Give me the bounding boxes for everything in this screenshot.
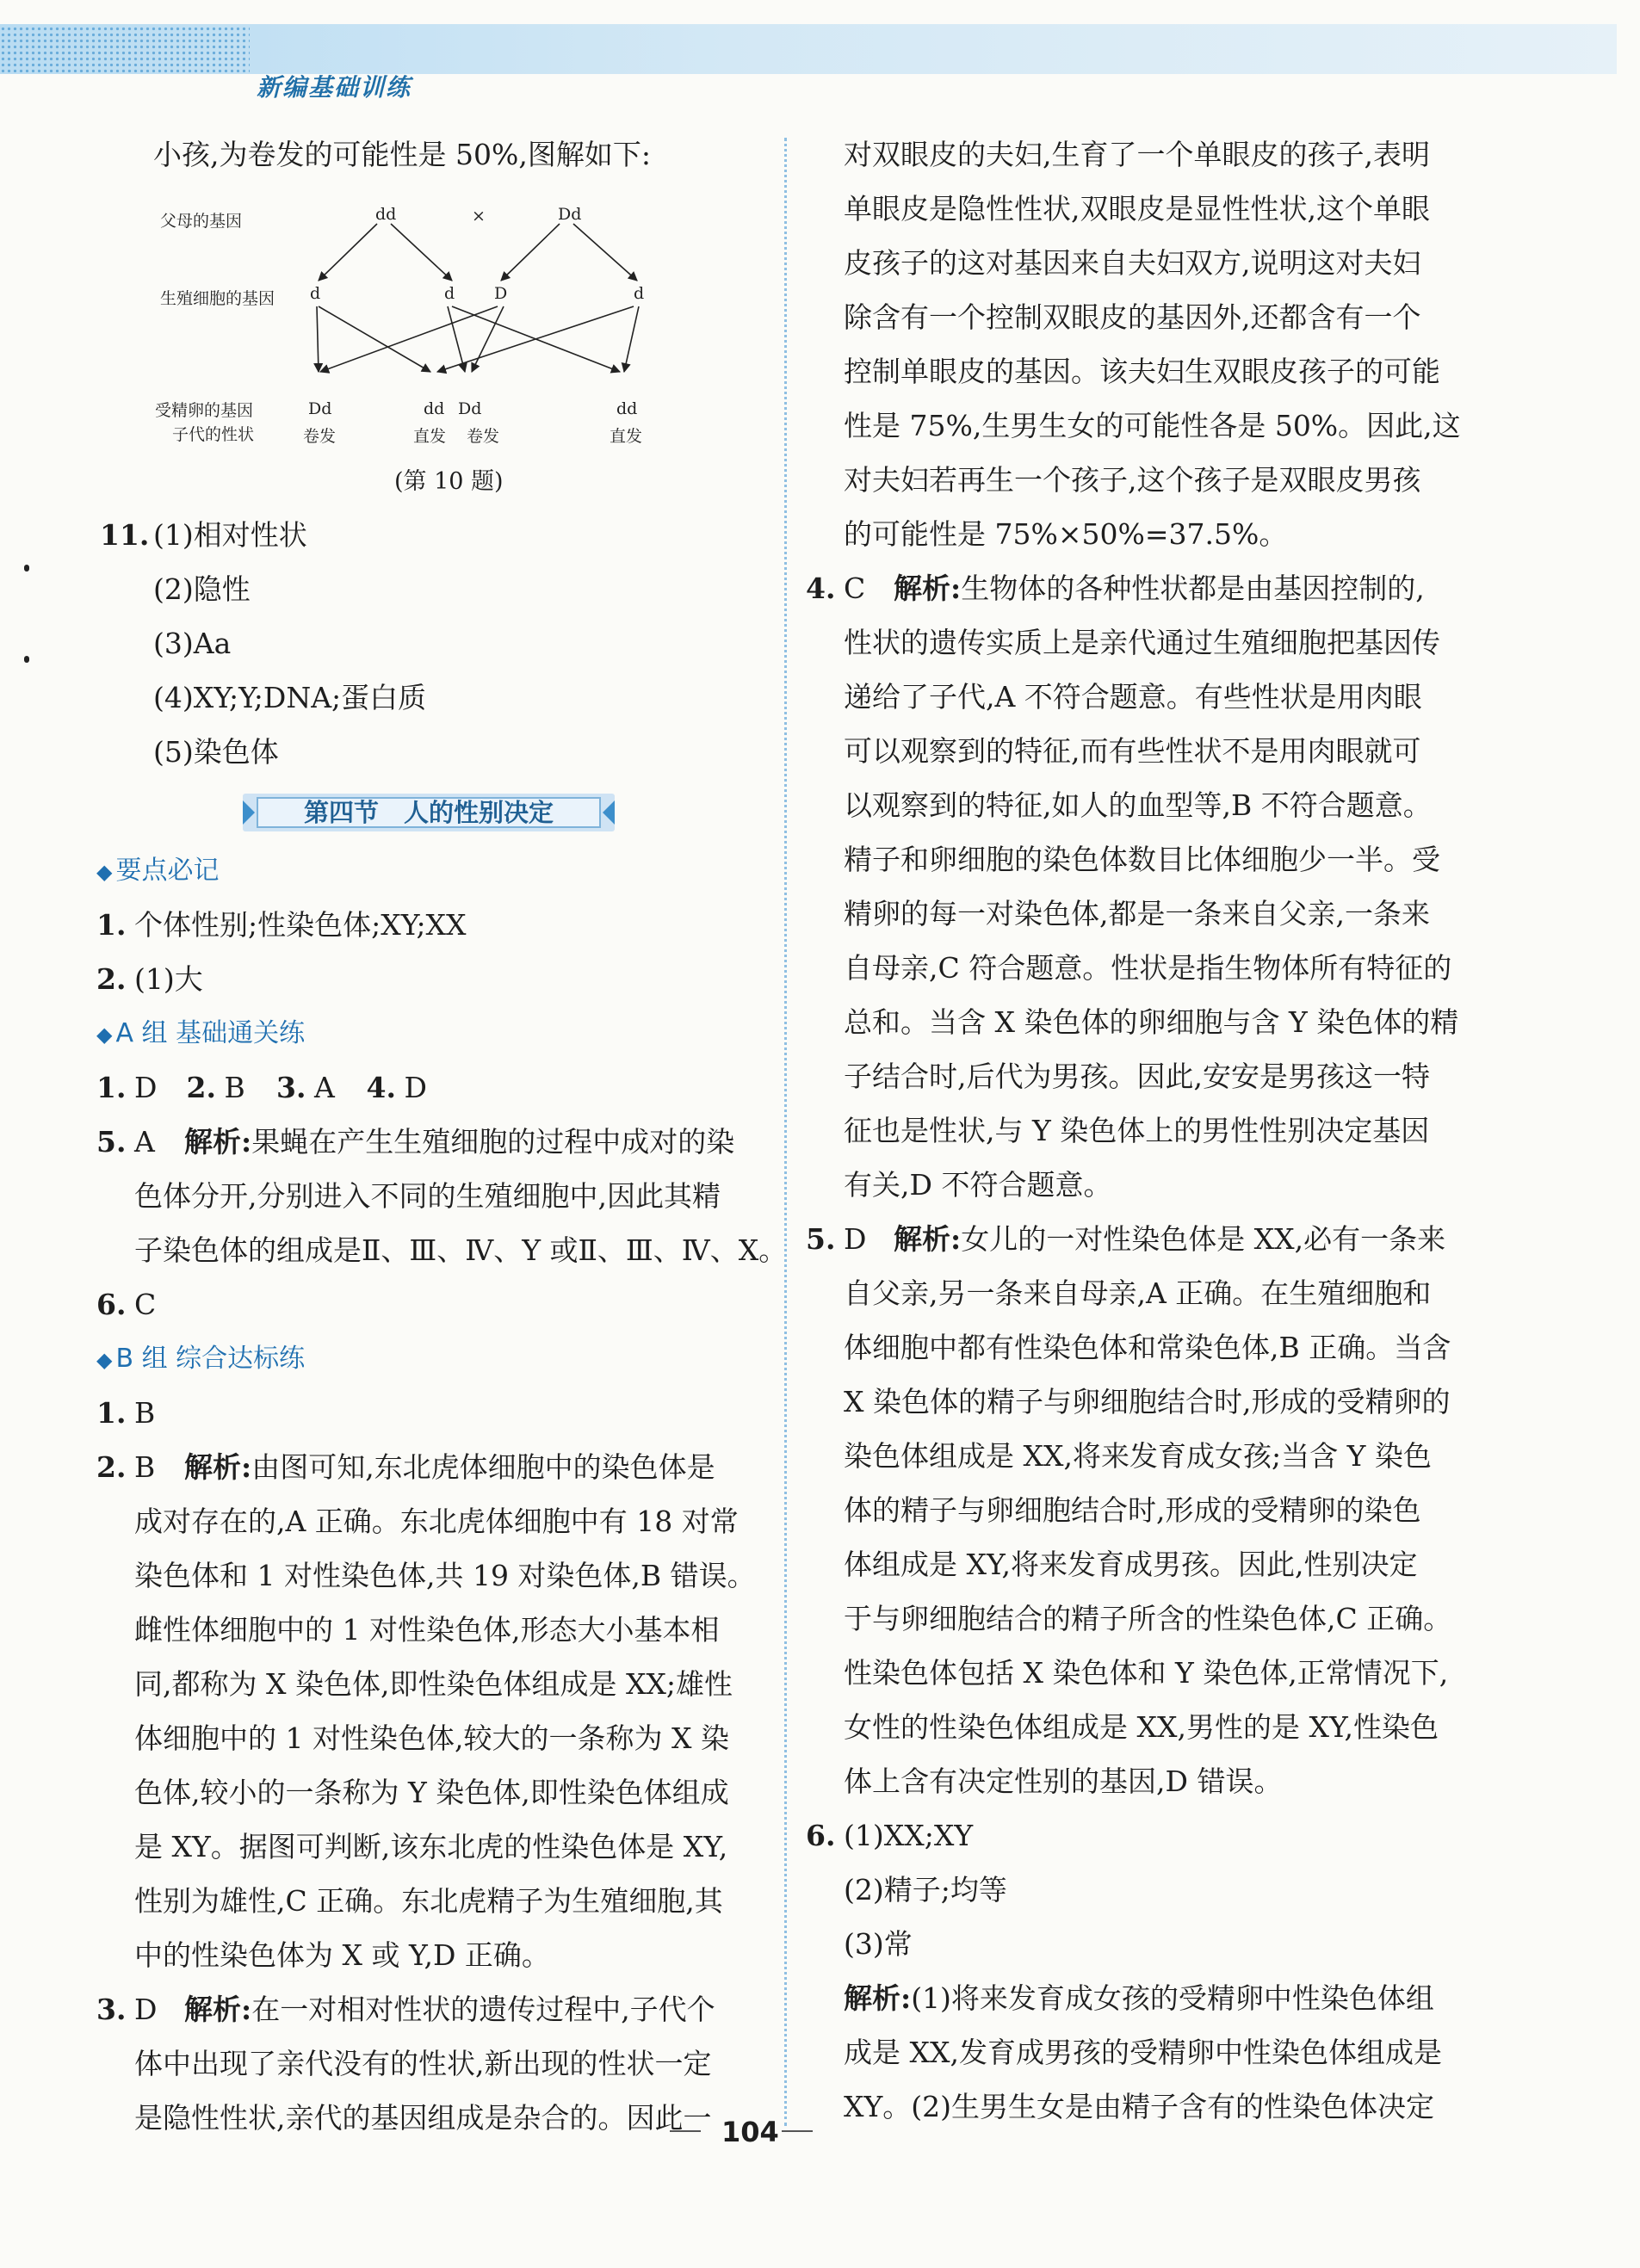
section-title: 第四节 人的性别决定 — [257, 797, 601, 828]
answer-text: 体细胞中都有性染色体和常染色体,B 正确。当含 — [844, 1331, 1451, 1364]
answer-text: 在一对相对性状的遗传过程中,子代个 — [251, 1993, 715, 2026]
answer-text: 体细胞中的 1 对性染色体,较大的一条称为 X 染 — [134, 1721, 729, 1755]
analysis-label: 解析: — [844, 1981, 912, 2015]
arrow — [501, 224, 560, 281]
arrow — [624, 306, 639, 372]
heading-group-b: ◆ B 组 综合达标练 — [96, 1344, 306, 1374]
figure-caption: (第 10 题) — [394, 468, 504, 495]
answer-text: C — [134, 1288, 157, 1321]
left-body — [96, 844, 787, 2145]
analysis-label: 解析: — [184, 1993, 252, 2026]
answer-text: 子染色体的组成是Ⅱ、Ⅲ、Ⅳ、Y 或Ⅱ、Ⅲ、Ⅳ、X。 — [134, 1233, 788, 1267]
margin-mark — [24, 565, 29, 572]
question-number: 1. — [96, 1071, 127, 1104]
answer-text: 对双眼皮的夫妇,生育了一个单眼皮的孩子,表明 — [844, 138, 1430, 171]
answer-text: X 染色体的精子与卵细胞结合时,形成的受精卵的 — [844, 1385, 1451, 1418]
diamond-icon: ◆ — [96, 860, 113, 884]
answer-text: B — [134, 1396, 156, 1430]
answer-text: 精子和卵细胞的染色体数目比体细胞少一半。受 — [844, 843, 1440, 876]
answer-text: 除含有一个控制双眼皮的基因外,还都含有一个 — [844, 300, 1421, 334]
header-title: 新编基础训练 — [257, 73, 412, 102]
gamete: D — [494, 284, 508, 303]
answer-text: (3)Aa — [153, 627, 232, 660]
answer-text: 色体,较小的一条称为 Y 染色体,即性染色体组成 — [134, 1776, 729, 1809]
offspring-trait: 直发 — [413, 427, 447, 446]
group-a-row-1 — [96, 1060, 787, 1115]
answer-text: D — [844, 1222, 867, 1256]
question-number: 2. — [96, 1450, 127, 1484]
answer-text: 中的性染色体为 X 或 Y,D 正确。 — [134, 1938, 550, 1972]
answer-text: 体组成是 XY,将来发育成男孩。因此,性别决定 — [844, 1548, 1418, 1581]
arrow — [437, 306, 634, 372]
answer-text: 性染色体包括 X 染色体和 Y 染色体,正常情况下, — [844, 1656, 1449, 1690]
gamete: d — [310, 284, 321, 303]
answer-text: (1)大 — [134, 962, 203, 996]
answer-text: 自父亲,另一条来自母亲,A 正确。在生殖细胞和 — [844, 1276, 1432, 1310]
answer-text: 皮孩子的这对基因来自夫妇双方,说明这对夫妇 — [844, 246, 1421, 280]
arrow — [319, 224, 377, 281]
question-number: 4. — [366, 1071, 396, 1104]
section-title-box — [243, 794, 615, 831]
answer-text: 可以观察到的特征,而有些性状不是用肉眼就可 — [844, 734, 1421, 768]
answer-text: 性状的遗传实质上是亲代通过生殖细胞把基因传 — [844, 626, 1440, 659]
analysis-label: 解析: — [184, 1450, 252, 1484]
answer-text: 的可能性是 75%×50%=37.5%。 — [844, 517, 1288, 551]
row-label-zygote: 受精卵的基因 — [155, 401, 254, 420]
text-line: 小孩,为卷发的可能性是 50%,图解如下: — [153, 138, 651, 171]
answer-text: 性是 75%,生男生女的可能性各是 50%。因此,这 — [844, 409, 1461, 442]
gamete: d — [634, 284, 645, 303]
header-dot-pattern — [0, 26, 250, 72]
answer-text: 染色体和 1 对性染色体,共 19 对染色体,B 错误。 — [134, 1559, 756, 1592]
parent-genotype: Dd — [558, 205, 582, 224]
question-number: 5. — [806, 1222, 836, 1256]
analysis-label: 解析: — [894, 1222, 962, 1256]
answer-text: 于与卵细胞结合的精子所含的性染色体,C 正确。 — [844, 1602, 1452, 1635]
answer-text: 成是 XX,发育成男孩的受精卵中性染色体组成是 — [844, 2036, 1442, 2069]
page-number-dash — [782, 2130, 813, 2132]
page-number-dash — [670, 2130, 701, 2132]
left-intro — [153, 127, 651, 182]
answer-text: D — [134, 1071, 158, 1104]
row-label-gametes: 生殖细胞的基因 — [160, 289, 275, 308]
diamond-icon: ◆ — [96, 1348, 113, 1372]
right-body — [806, 127, 1461, 2134]
analysis-label: 解析: — [184, 1125, 252, 1159]
answer-text: 是隐性性状,亲代的基因组成是杂合的。因此一 — [134, 2101, 712, 2135]
answer-text: (1)将来发育成女孩的受精卵中性染色体组 — [911, 1981, 1434, 2015]
title-right-marker — [603, 800, 615, 825]
gamete: d — [444, 284, 455, 303]
answer-text: 征也是性状,与 Y 染色体上的男性性别决定基因 — [844, 1114, 1430, 1147]
answer-text: 生物体的各种性状都是由基因控制的, — [961, 572, 1425, 605]
answer-text: 以观察到的特征,如人的血型等,B 不符合题意。 — [844, 788, 1432, 822]
answer-text: 女儿的一对性染色体是 XX,必有一条来 — [961, 1222, 1446, 1256]
parent-genotype: dd — [375, 205, 397, 224]
answer-text: 色体分开,分别进入不同的生殖细胞中,因此其精 — [134, 1179, 721, 1213]
arrow — [317, 306, 319, 372]
row-label-trait: 子代的性状 — [172, 425, 255, 444]
question-number: 6. — [96, 1288, 127, 1321]
answer-text: (3)常 — [844, 1927, 913, 1961]
row-label-parents: 父母的基因 — [160, 212, 243, 231]
cross-symbol: × — [472, 207, 486, 226]
zygote-genotype: Dd — [308, 399, 332, 418]
answer-text: (2)精子;均等 — [844, 1873, 1007, 1906]
answer-text: B — [134, 1450, 156, 1484]
answer-text: (2)隐性 — [153, 572, 251, 606]
answer-text: 子结合时,后代为男孩。因此,安安是男孩这一特 — [844, 1060, 1430, 1093]
answer-text: 体的精子与卵细胞结合时,形成的受精卵的染色 — [844, 1493, 1421, 1527]
answer-text: 是 XY。据图可判断,该东北虎的性染色体是 XY, — [134, 1830, 728, 1863]
answer-text: D — [404, 1071, 427, 1104]
answer-text: (4)XY;Y;DNA;蛋白质 — [153, 681, 427, 714]
answer-text: 自母亲,C 符合题意。性状是指生物体所有特征的 — [844, 951, 1452, 985]
zygote-genotype: dd — [616, 399, 638, 418]
question-number: 3. — [276, 1071, 306, 1104]
heading-group-a: ◆ A 组 基础通关练 — [96, 1018, 306, 1048]
answer-text: 染色体组成是 XX,将来发育成女孩;当含 Y 染色 — [844, 1439, 1432, 1473]
offspring-trait: 卷发 — [303, 427, 337, 446]
arrow — [573, 224, 637, 281]
question-number: 1. — [96, 908, 127, 942]
answer-text: (5)染色体 — [153, 735, 279, 769]
answer-text: 有关,D 不符合题意。 — [844, 1168, 1112, 1202]
title-left-marker — [243, 800, 255, 825]
answer-text: 同,都称为 X 染色体,即性染色体组成是 XX;雄性 — [134, 1667, 733, 1701]
answer-text: B — [224, 1071, 245, 1104]
question-number: 4. — [806, 572, 836, 605]
answer-text: 性别为雄性,C 正确。东北虎精子为生殖细胞,其 — [134, 1884, 723, 1918]
question-number: 6. — [806, 1819, 836, 1852]
answer-text: 体中出现了亲代没有的性状,新出现的性状一定 — [134, 2047, 712, 2080]
page-number: 104 — [721, 2116, 779, 2148]
answer-text: A — [134, 1125, 155, 1159]
heading-key-points: ◆ 要点必记 — [96, 856, 220, 886]
answer-text: 控制单眼皮的基因。该夫妇生双眼皮孩子的可能 — [844, 355, 1440, 388]
question-number: 2. — [96, 962, 127, 996]
answer-text: 精卵的每一对染色体,都是一条来自父亲,一条来 — [844, 897, 1430, 930]
question-number: 11. — [100, 518, 150, 552]
answer-text: 体上含有决定性别的基因,D 错误。 — [844, 1764, 1283, 1798]
answer-text: A — [314, 1071, 335, 1104]
answer-text: 女性的性染色体组成是 XX,男性的是 XY,性染色 — [844, 1710, 1439, 1744]
question-number: 1. — [96, 1396, 127, 1430]
arrow — [391, 224, 452, 281]
question-number: 3. — [96, 1993, 127, 2026]
offspring-trait: 卷发 — [467, 427, 500, 446]
analysis-label: 解析: — [894, 572, 962, 605]
answer-text: 个体性别;性染色体;XY;XX — [134, 908, 467, 942]
zygote-genotype: Dd — [458, 399, 482, 418]
answer-text: (1)相对性状 — [153, 518, 307, 552]
answer-text: 单眼皮是隐性性状,双眼皮是显性性状,这个单眼 — [844, 192, 1430, 226]
answer-text: D — [134, 1993, 158, 2026]
answer-text: 成对存在的,A 正确。东北虎体细胞中有 18 对常 — [134, 1505, 739, 1538]
answer-text: 由图可知,东北虎体细胞中的染色体是 — [251, 1450, 715, 1484]
genetic-cross-diagram — [155, 196, 663, 448]
answer-text: 递给了子代,A 不符合题意。有些性状是用肉眼 — [844, 680, 1422, 714]
zygote-genotype: dd — [424, 399, 445, 418]
offspring-trait: 直发 — [610, 427, 643, 446]
arrow — [320, 306, 498, 372]
question-number: 5. — [96, 1125, 127, 1159]
answer-text: 果蝇在产生生殖细胞的过程中成对的染 — [251, 1125, 735, 1159]
answer-text: XY。(2)生男生女是由精子含有的性染色体决定 — [844, 2090, 1435, 2123]
arrow — [448, 306, 465, 372]
answer-text: 雌性体细胞中的 1 对性染色体,形态大小基本相 — [134, 1613, 720, 1647]
q11-block — [100, 508, 426, 779]
answer-text: (1)XX;XY — [844, 1819, 974, 1852]
diamond-icon: ◆ — [96, 1023, 113, 1047]
answer-text: C — [844, 572, 866, 605]
question-number: 2. — [186, 1071, 216, 1104]
answer-text: 总和。当含 X 染色体的卵细胞与含 Y 染色体的精 — [844, 1005, 1459, 1039]
answer-text: 对夫妇若再生一个孩子,这个孩子是双眼皮男孩 — [844, 463, 1421, 497]
arrow — [319, 306, 430, 372]
margin-mark — [24, 656, 29, 663]
